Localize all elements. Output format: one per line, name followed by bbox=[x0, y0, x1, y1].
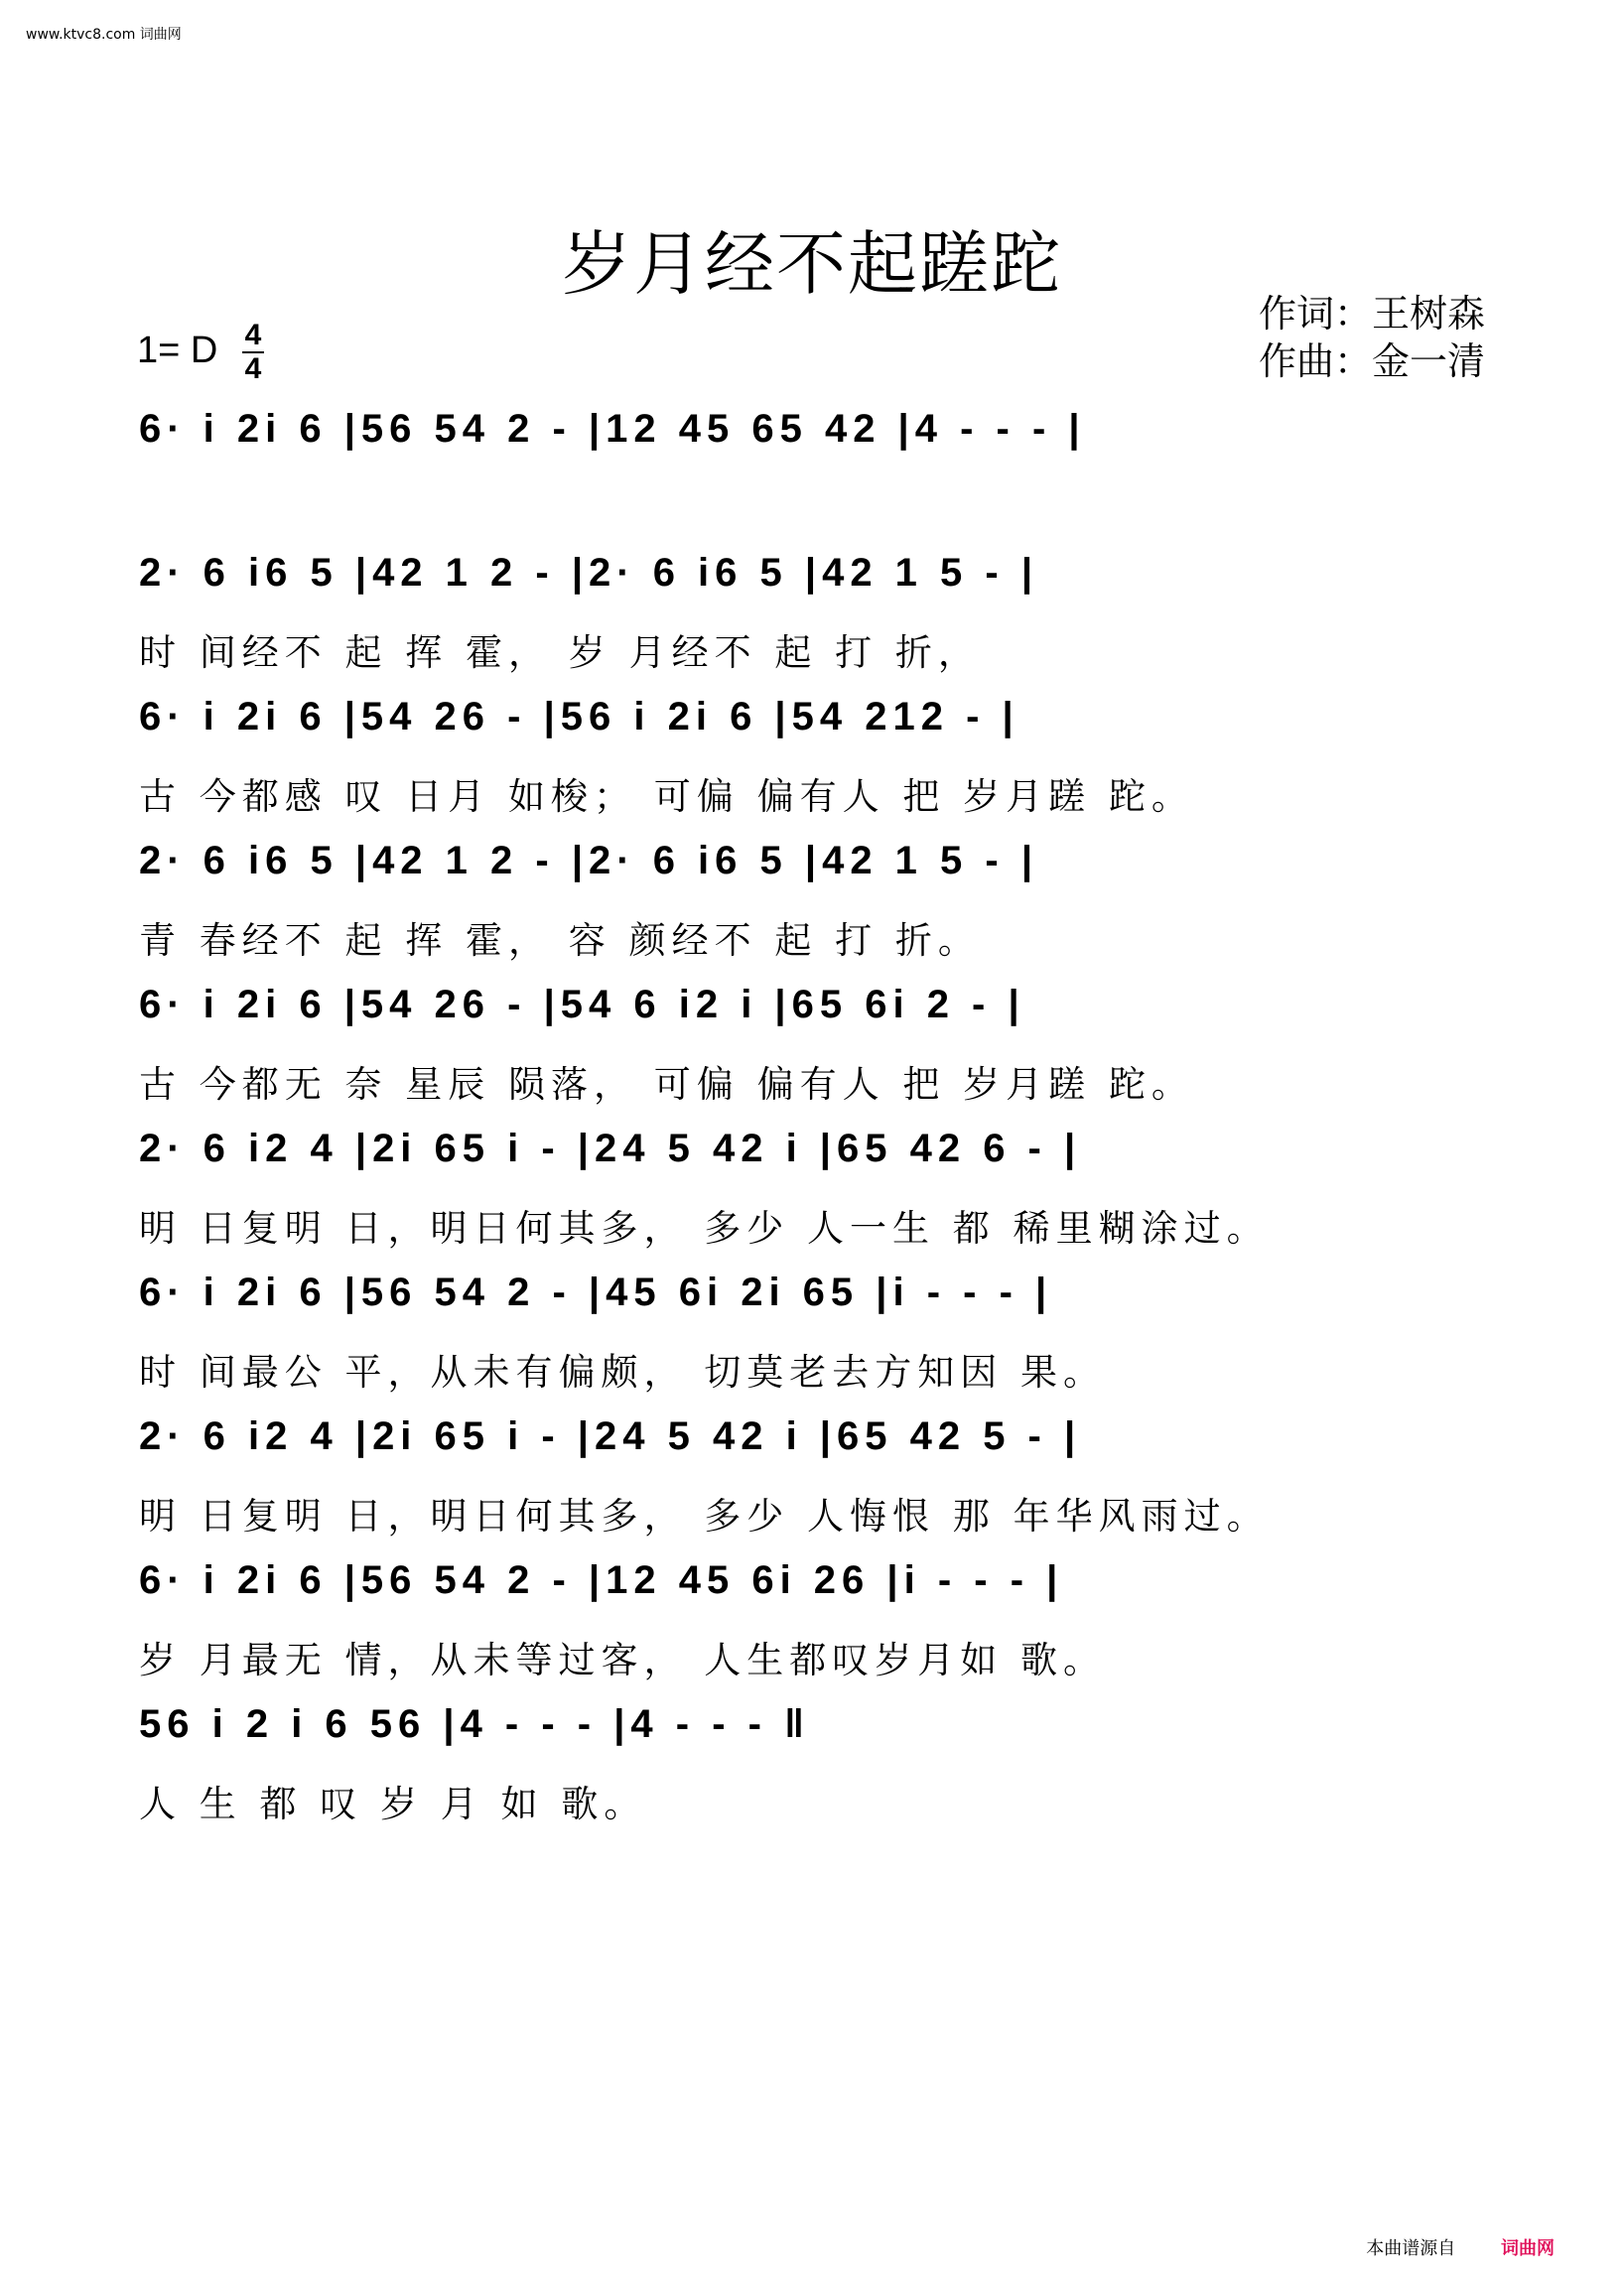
notation-line: 6· i 2i 6 |54 26 - |54 6 i2 i |65 6i 2 - | bbox=[139, 983, 1025, 1026]
lyric-line: 人 生 都 叹 岁 月 如 歌。 bbox=[139, 1783, 647, 1825]
key-signature: 1= D bbox=[137, 330, 218, 371]
time-signature bbox=[242, 320, 264, 385]
page-title: 岁月经不起蹉跎 bbox=[562, 223, 1062, 305]
notation-line: 2· 6 i6 5 |42 1 2 - |2· 6 i6 5 |42 1 5 - | bbox=[139, 551, 1039, 595]
notation-line: 2· 6 i6 5 |42 1 2 - |2· 6 i6 5 |42 1 5 - | bbox=[139, 839, 1039, 882]
notation-line: 6· i 2i 6 |56 54 2 - |45 6i 2i 65 |i - - - | bbox=[139, 1271, 1053, 1314]
footer-brand: 词曲网 bbox=[1501, 2238, 1555, 2259]
footer bbox=[1366, 2234, 1555, 2260]
composer-credit: 作曲：金一清 bbox=[1258, 339, 1485, 383]
lyric-line: 明 日复明 日，明日何其多， 多少 人一生 都 稀里糊涂过。 bbox=[139, 1207, 1270, 1250]
lyric-line: 古 今都无 奈 星辰 陨落， 可偏 偏有人 把 岁月蹉 跎。 bbox=[139, 1063, 1194, 1106]
notation-line: 2· 6 i2 4 |2i 65 i - |24 5 42 i |65 42 5 - | bbox=[139, 1414, 1082, 1458]
lyric-line: 时 间最公 平，从未有偏颇， 切莫老去方知因 果。 bbox=[139, 1351, 1107, 1394]
lyric-line: 青 春经不 起 挥 霍， 容 颜经不 起 打 折。 bbox=[139, 919, 981, 962]
footer-source: 本曲谱源自 bbox=[1366, 2238, 1456, 2259]
notation-line: 6· i 2i 6 |54 26 - |56 i 2i 6 |54 212 - | bbox=[139, 695, 1019, 738]
lyric-line: 明 日复明 日，明日何其多， 多少 人悔恨 那 年华风雨过。 bbox=[139, 1495, 1270, 1538]
notation-line: 2· 6 i2 4 |2i 65 i - |24 5 42 i |65 42 6 - | bbox=[139, 1127, 1082, 1170]
notation-line: 6· i 2i 6 |56 54 2 - |12 45 6i 26 |i - - - | bbox=[139, 1558, 1064, 1602]
lyricist-credit: 作词：王树森 bbox=[1258, 292, 1485, 335]
time-numerator: 4 bbox=[244, 319, 262, 351]
time-denominator: 4 bbox=[244, 352, 262, 385]
notation-line: 56 i 2 i 6 56 |4 - - - |4 - - - ‖ bbox=[139, 1702, 810, 1746]
lyric-line: 岁 月最无 情，从未等过客， 人生都叹岁月如 歌。 bbox=[139, 1639, 1107, 1681]
lyric-line: 古 今都感 叹 日月 如梭； 可偏 偏有人 把 岁月蹉 跎。 bbox=[139, 775, 1194, 818]
notation-line: 6· i 2i 6 |56 54 2 - |12 45 65 42 |4 - - - | bbox=[139, 407, 1086, 451]
lyric-line: 时 间经不 起 挥 霍， 岁 月经不 起 打 折， bbox=[139, 631, 981, 674]
header-url: www.ktvc8.com 词曲网 bbox=[26, 27, 182, 43]
